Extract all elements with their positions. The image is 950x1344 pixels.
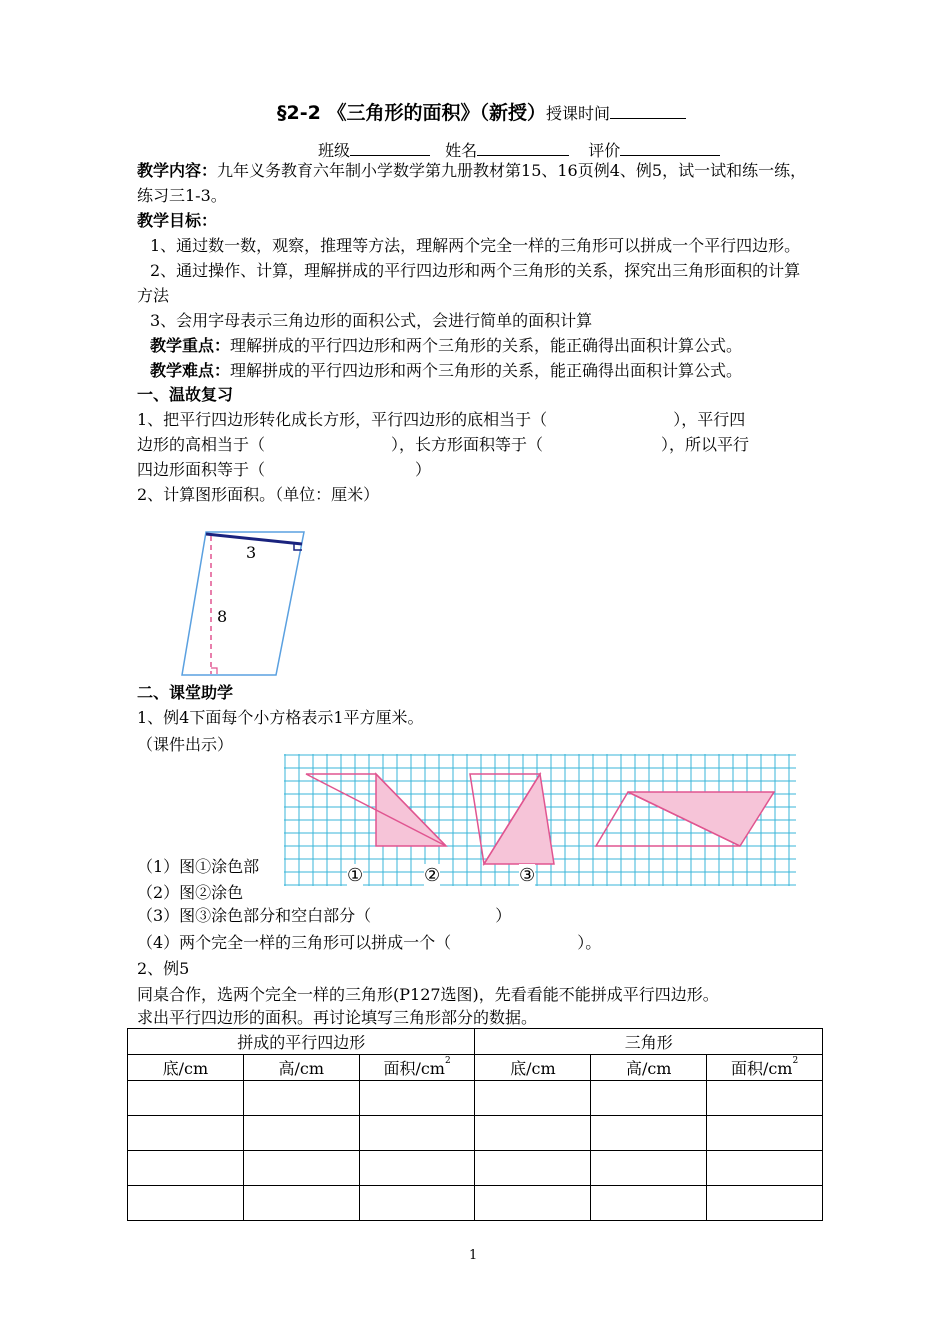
teaching-goals-label: 教学目标： <box>137 211 218 230</box>
col-header-area-2 <box>707 1055 823 1081</box>
class-label: 班级 <box>318 141 351 160</box>
sub-question-4 <box>137 932 601 954</box>
table-cell[interactable] <box>243 1081 359 1116</box>
review-q1-line3 <box>137 459 431 481</box>
table-cell[interactable] <box>243 1151 359 1186</box>
goal-3: 3、会用字母表示三角边形的面积公式，会进行简单的面积计算 <box>150 311 593 330</box>
difficulty-label: 教学难点： <box>150 361 231 380</box>
sub-question-4-text: （4）两个完全一样的三角形可以拼成一个（ <box>137 933 452 952</box>
review-q1-text-e: ），所以平行 <box>661 435 750 454</box>
lesson-time-label: 授课时间 <box>545 104 610 123</box>
student-info-line <box>318 139 720 162</box>
col-header-height-text: 高/cm <box>278 1059 324 1078</box>
review-q1-text-d: ），长方形面积等于（ <box>391 435 544 454</box>
example-5-instruction-2: 求出平行四边形的面积。再讨论填写三角形部分的数据。 <box>137 1008 538 1027</box>
table-row <box>128 1081 823 1116</box>
teaching-content-text: 九年义务教育六年制小学数学第九册教材第15、16页例4、例5，试一试和练一练， <box>217 161 807 180</box>
table-row <box>128 1186 823 1221</box>
example-5-heading: 2、例5 <box>137 959 190 978</box>
review-q1-text-b: ），平行四 <box>673 410 746 429</box>
table-cell[interactable] <box>591 1151 707 1186</box>
table-cell[interactable] <box>128 1116 244 1151</box>
page-number: 1 <box>469 1248 478 1263</box>
review-q1-text-f: 四边形面积等于（ <box>137 460 266 479</box>
table-row <box>128 1151 823 1186</box>
review-q1-line1 <box>137 409 745 431</box>
col-header-base <box>128 1055 244 1081</box>
evaluation-label: 评价 <box>588 141 621 160</box>
col-header-base-2-text: 底/cm <box>510 1059 556 1078</box>
review-q2: 2、计算图形面积。（单位：厘米） <box>137 485 380 504</box>
teaching-content-text-2: 练习三1-3。 <box>137 186 227 205</box>
table-cell[interactable] <box>707 1116 823 1151</box>
review-q1-text: 1、把平行四边形转化成长方形，平行四边形的底相当于（ <box>137 410 548 429</box>
col-header-area <box>359 1055 475 1081</box>
teaching-content <box>137 160 806 182</box>
col-header-base-text: 底/cm <box>162 1059 209 1078</box>
review-q1-text-g: ） <box>415 460 432 479</box>
review-q1-text-c: 边形的高相当于（ <box>137 435 266 454</box>
table-cell[interactable] <box>707 1151 823 1186</box>
table-cell[interactable] <box>359 1116 475 1151</box>
table-cell[interactable] <box>128 1081 244 1116</box>
figure-base-label: 3 <box>246 543 257 562</box>
key-point-label: 教学重点： <box>150 336 231 355</box>
col-header-area-2-text: 面积/cm <box>730 1059 793 1078</box>
col-header-height-2 <box>591 1055 707 1081</box>
figure-height-label: 8 <box>217 607 228 626</box>
figure-3-shaded-triangle <box>628 792 774 846</box>
table-cell[interactable] <box>707 1186 823 1221</box>
area-unit-superscript-2: 2 <box>792 1056 799 1066</box>
name-label: 姓名 <box>445 141 478 160</box>
col-header-area-text: 面积/cm <box>383 1059 445 1078</box>
table-group-header-row <box>128 1029 823 1055</box>
difficulty-text: 理解拼成的平行四边形和两个三角形的关系，能正确得出面积计算公式。 <box>230 361 743 380</box>
lesson-time-blank[interactable] <box>610 102 686 119</box>
review-heading: 一、温故复习 <box>137 385 234 404</box>
table-cell[interactable] <box>591 1116 707 1151</box>
table-column-header-row <box>128 1055 823 1081</box>
goal-2: 2、通过操作、计算，理解拼成的平行四边形和两个三角形的关系，探究出三角形面积的计算 <box>150 261 801 280</box>
title-text: §2-2 《三角形的面积》（新授） <box>277 102 546 124</box>
table-cell[interactable] <box>359 1186 475 1221</box>
area-data-table <box>127 1028 823 1221</box>
table-cell[interactable] <box>591 1081 707 1116</box>
page-title <box>277 98 686 125</box>
right-angle-mark-bottom <box>211 668 217 674</box>
col-header-base-2 <box>475 1055 591 1081</box>
sub-question-1: （1）图①涂色部 <box>137 857 260 876</box>
example-4-text: 1、例4下面每个小方格表示1平方厘米。 <box>137 708 424 727</box>
sub-question-3 <box>137 905 511 927</box>
teaching-difficulty <box>150 360 742 382</box>
figure-label-1: ① <box>347 865 364 886</box>
table-cell[interactable] <box>475 1081 591 1116</box>
table-cell[interactable] <box>475 1116 591 1151</box>
table-cell[interactable] <box>128 1151 244 1186</box>
table-cell[interactable] <box>359 1151 475 1186</box>
goal-2-continued: 方法 <box>137 286 170 305</box>
teaching-key-point <box>150 335 742 357</box>
parallelogram-figure <box>178 528 310 680</box>
review-q1-line2 <box>137 434 749 456</box>
sub-question-2: （2）图②涂色 <box>137 883 244 902</box>
table-cell[interactable] <box>128 1186 244 1221</box>
courseware-note: （课件出示） <box>137 735 234 754</box>
table-cell[interactable] <box>359 1081 475 1116</box>
table-cell[interactable] <box>707 1081 823 1116</box>
sub-question-3-text: （3）图③涂色部分和空白部分（ <box>137 906 372 925</box>
table-cell[interactable] <box>591 1186 707 1221</box>
col-header-height <box>243 1055 359 1081</box>
key-point-text: 理解拼成的平行四边形和两个三角形的关系，能正确得出面积计算公式。 <box>230 336 743 355</box>
table-group-triangle: 三角形 <box>475 1029 823 1055</box>
example-5-instruction-1: 同桌合作，选两个完全一样的三角形(P127选图)，先看看能不能拼成平行四边形。 <box>137 985 719 1004</box>
parallelogram-shape <box>182 532 304 675</box>
area-unit-superscript: 2 <box>444 1056 451 1066</box>
figure-label-2: ② <box>424 865 441 886</box>
evaluation-blank[interactable] <box>620 139 720 156</box>
table-cell[interactable] <box>243 1186 359 1221</box>
figure-label-3: ③ <box>519 865 536 886</box>
sub-question-3-close: ） <box>495 906 512 925</box>
name-blank[interactable] <box>477 139 569 156</box>
goal-1: 1、通过数一数，观察，推理等方法，理解两个完全一样的三角形可以拼成一个平行四边形。 <box>150 236 801 255</box>
table-group-parallelogram: 拼成的平行四边形 <box>128 1029 475 1055</box>
table-cell[interactable] <box>475 1151 591 1186</box>
sub-question-4-close: ）。 <box>577 933 602 952</box>
table-cell[interactable] <box>243 1116 359 1151</box>
table-cell[interactable] <box>475 1186 591 1221</box>
col-header-height-2-text: 高/cm <box>625 1059 672 1078</box>
table-row <box>128 1116 823 1151</box>
class-blank[interactable] <box>350 139 430 156</box>
teaching-content-label: 教学内容： <box>137 161 218 180</box>
class-study-heading: 二、课堂助学 <box>137 683 234 702</box>
